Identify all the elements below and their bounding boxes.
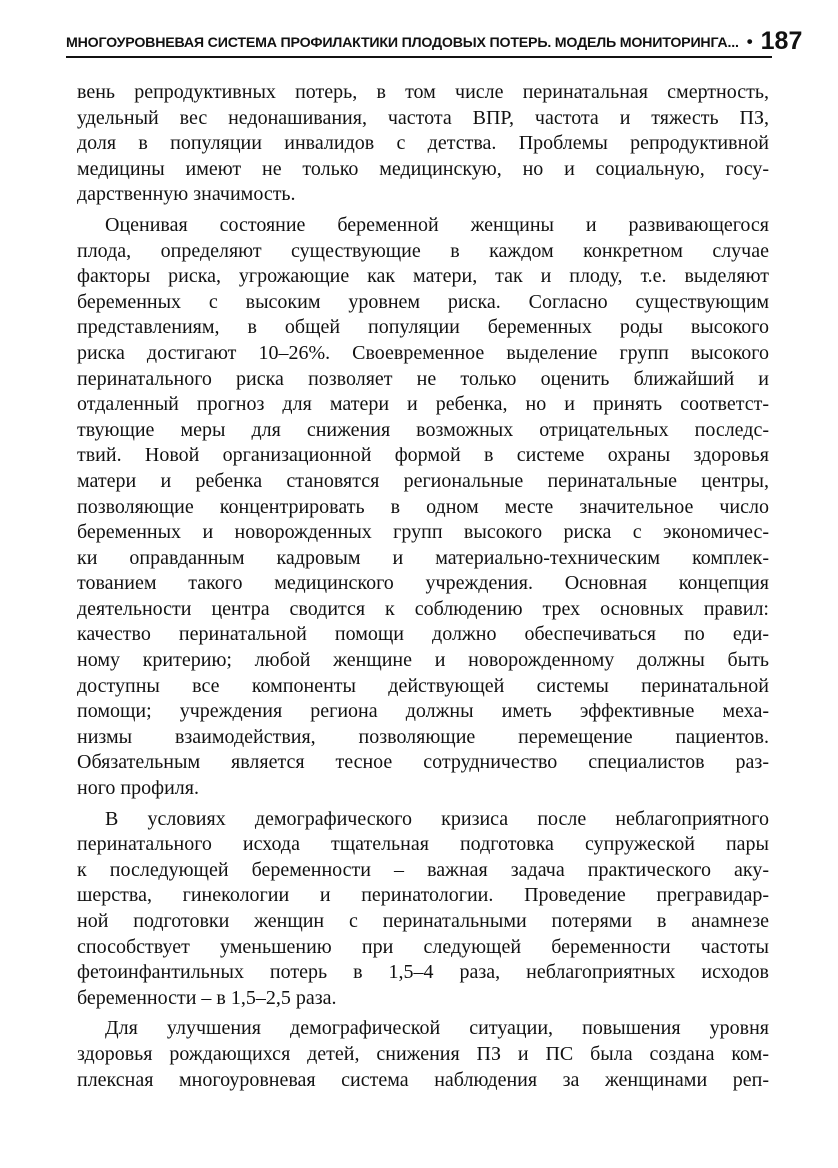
page-number: 187 [760, 27, 803, 55]
text-line: доля в популяции инвалидов с детства. Проблемы репродуктивной [77, 132, 769, 155]
text-line: к последующей беременности – важная задача практического аку- [77, 858, 769, 881]
paragraph-2 [77, 213, 769, 802]
running-header [66, 22, 803, 58]
text-line: перинатального риска позволяет не только оценить ближайший и [77, 367, 769, 390]
text-line: здоровья рождающихся детей, снижения ПЗ и ПС была создана ком- [77, 1042, 769, 1065]
text-line: ному критерию; любой женщине и новорожденному должны быть [77, 649, 769, 672]
text-line: твий. Новой организационной формой в системе охраны здоровья [77, 444, 769, 467]
text-line: медицины имеют не только медицинскую, но и социальную, госу- [77, 157, 769, 180]
paragraph-1 [77, 80, 769, 208]
text-line: Для улучшения демографической ситуации, повышения уровня [105, 1017, 769, 1040]
text-line: плексная многоуровневая система наблюдения за женщинами реп- [77, 1068, 769, 1091]
paragraph-4 [77, 1016, 769, 1093]
text-line: деятельности центра сводится к соблюдению трех основных правил: [77, 597, 769, 620]
text-line: вень репродуктивных потерь, в том числе перинатальная смертность, [77, 81, 769, 103]
text-line: ного профиля. [77, 777, 199, 800]
running-title: МНОГОУРОВНЕВАЯ СИСТЕМА ПРОФИЛАКТИКИ ПЛОДОВЫХ ПОТЕРЬ. МОДЕЛЬ МОНИТОРИНГА... [66, 35, 739, 51]
text-line: фетоинфантильных потерь в 1,5–4 раза, неблагоприятных исходов [77, 961, 769, 984]
text-line: шерства, гинекологии и перинатологии. Проведение прегравидар- [77, 884, 769, 907]
text-line: способствует уменьшению при следующей беременности частоты [77, 935, 769, 958]
text-line: представлениям, в общей популяции беременных роды высокого [77, 316, 769, 339]
text-line: отдаленный прогноз для матери и ребенка, но и принять соответст- [77, 393, 769, 416]
text-line: качество перинатальной помощи должно обеспечиваться по еди- [77, 623, 769, 646]
text-line: твующие меры для снижения возможных отрицательных последс- [77, 418, 769, 441]
text-line: беременных с высоким уровнем риска. Согласно существующим [77, 290, 769, 313]
text-line: беременных и новорожденных групп высокого риска с экономичес- [77, 521, 769, 544]
text-line: позволяющие концентрировать в одном месте значительное число [77, 495, 769, 518]
paragraph-3 [77, 807, 769, 1012]
bullet-separator: • [746, 32, 753, 51]
text-line: помощи; учреждения региона должны иметь эффективные меха- [77, 700, 769, 723]
text-line: тованием такого медицинского учреждения. Основная концепция [77, 572, 769, 595]
page-number-group [739, 29, 803, 56]
text-line: дарственную значимость. [77, 183, 296, 206]
text-line: низмы взаимодействия, позволяющие перемещение пациентов. [77, 725, 769, 748]
text-line: Оценивая состояние беременной женщины и развивающегося [105, 213, 769, 236]
text-line: матери и ребенка становятся региональные перинатальные центры, [77, 469, 769, 492]
text-line: удельный вес недонашивания, частота ВПР, частота и тяжесть ПЗ, [77, 106, 769, 129]
text-line: В условиях демографического кризиса после неблагоприятного [105, 807, 769, 830]
text-line: риска достигают 10–26%. Своевременное выделение групп высокого [77, 341, 769, 364]
text-line: ки оправданным кадровым и материально-техническим комплек- [77, 546, 769, 569]
text-line: плода, определяют существующие в каждом конкретном случае [77, 239, 769, 262]
text-line: перинатального исхода тщательная подготовка супружеской пары [77, 833, 769, 856]
text-line: беременности – в 1,5–2,5 раза. [77, 986, 337, 1009]
text-line: доступны все компоненты действующей системы перинатальной [77, 674, 769, 697]
text-line: ной подготовки женщин с перинатальными потерями в анамнезе [77, 910, 769, 932]
body-text [77, 80, 769, 1093]
text-line: факторы риска, угрожающие как матери, так и плоду, т.е. выделяют [77, 265, 769, 288]
text-line: Обязательным является тесное сотрудничество специалистов раз- [77, 751, 769, 774]
